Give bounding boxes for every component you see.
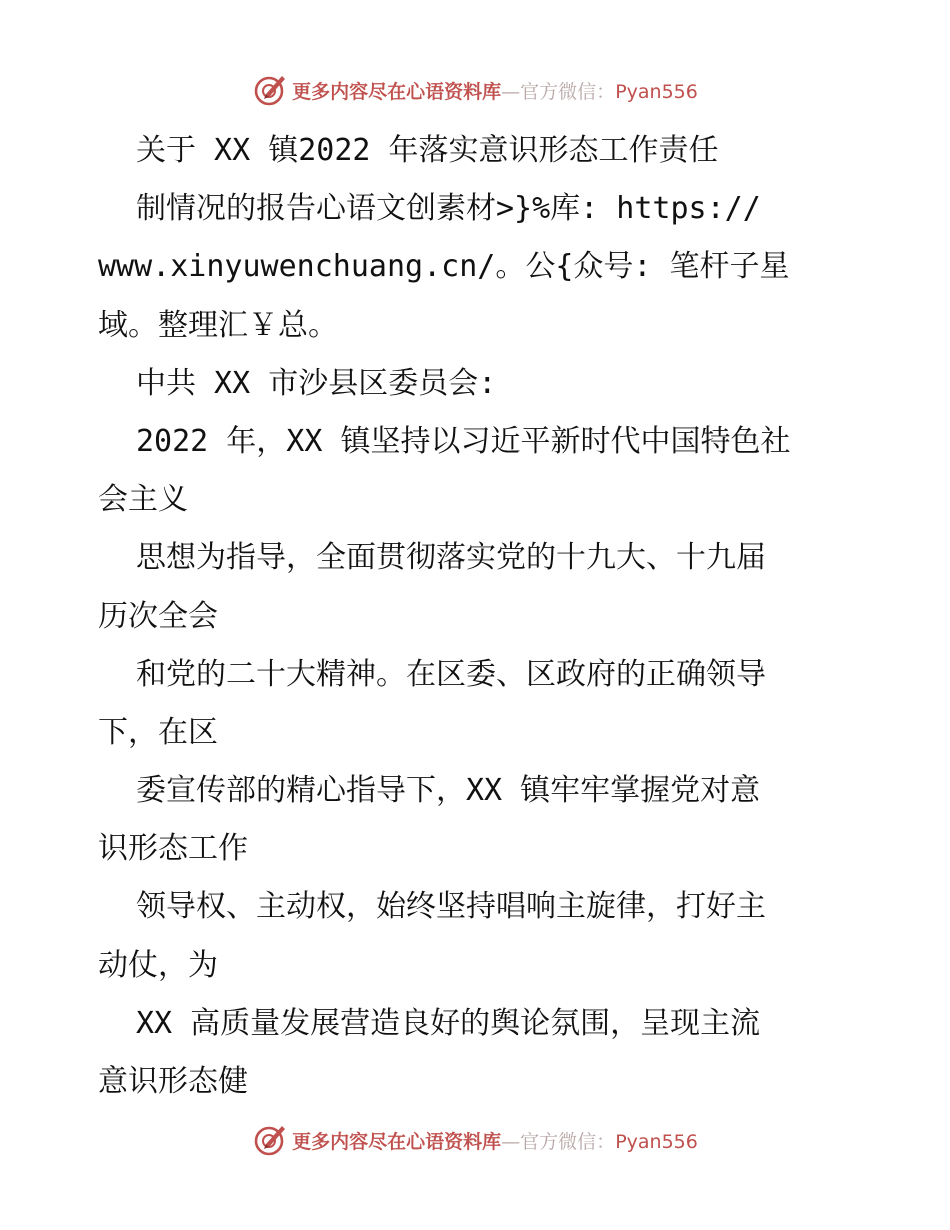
text-line: 制情况的报告心语文创素材>}%库: https://: [136, 191, 761, 227]
text-line: www.xinyuwenchuang.cn/。公{众号: 笔杆子星: [98, 249, 790, 285]
watermark-brand: 更多内容尽在心语资料库: [292, 1130, 502, 1153]
watermark-dash: —官方微信：: [501, 1130, 616, 1153]
text-line: 关于 XX 镇2022 年落实意识形态工作责任: [136, 133, 719, 168]
text-line: 思想为指导，全面贯彻落实党的十九大、十九届: [136, 540, 766, 576]
footer-watermark: [0, 1120, 950, 1160]
watermark-handle: Pyan556: [615, 1130, 698, 1153]
text-line: 委宣传部的精心指导下，XX 镇牢牢掌握党对意: [136, 773, 761, 809]
pen-circle-logo-icon: [252, 72, 288, 108]
watermark-handle: Pyan556: [615, 80, 698, 103]
text-line: 历次全会: [98, 598, 218, 634]
watermark-dash: —官方微信：: [501, 80, 616, 103]
document-body: [98, 122, 868, 1111]
text-line: 领导权、主动权，始终坚持唱响主旋律，打好主: [136, 889, 766, 925]
text-line: XX 高质量发展营造良好的舆论氛围，呈现主流: [136, 1005, 761, 1041]
watermark-text: [292, 1127, 698, 1154]
watermark-brand: 更多内容尽在心语资料库: [292, 80, 502, 103]
text-line: 域。整理汇￥总。: [98, 307, 338, 343]
text-line: 下，在区: [98, 714, 218, 750]
text-line: 意识形态健: [98, 1064, 248, 1099]
text-line: 识形态工作: [98, 831, 248, 867]
text-line: 2022 年，XX 镇坚持以习近平新时代中国特色社: [136, 423, 791, 459]
text-line: 中共 XX 市沙县区委员会:: [136, 365, 497, 401]
header-watermark: [0, 70, 950, 110]
text-line: 动仗，为: [98, 947, 218, 983]
text-line: 会主义: [98, 482, 188, 518]
text-line: 和党的二十大精神。在区委、区政府的正确领导: [136, 656, 766, 692]
pen-circle-logo-icon: [252, 1122, 288, 1158]
watermark-text: [292, 77, 698, 104]
